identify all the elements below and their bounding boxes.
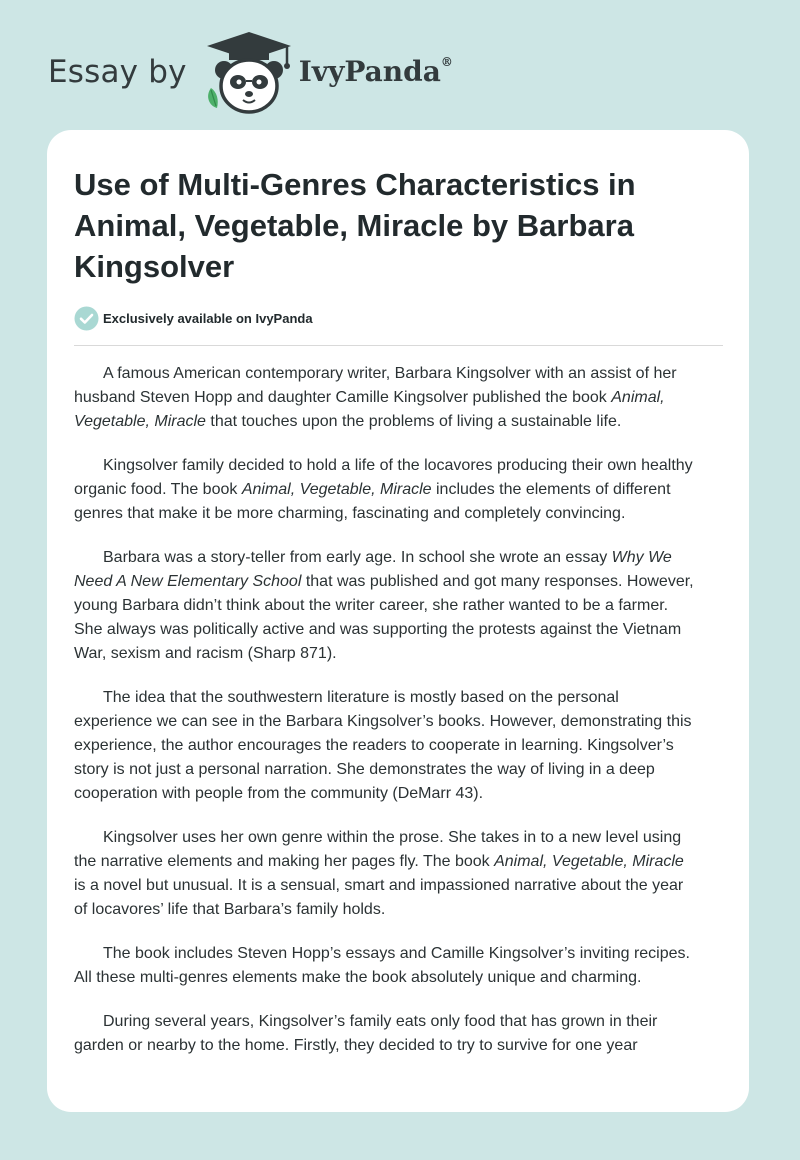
paragraph-line <box>74 642 724 666</box>
essay-paragraph <box>74 826 724 922</box>
exclusive-badge <box>74 306 313 331</box>
paragraph-line <box>74 478 724 502</box>
book-title-italic: Animal, Vegetable, Miracle <box>494 853 684 870</box>
book-title-italic: Why We <box>611 549 672 566</box>
book-title-italic: Animal, <box>611 389 665 406</box>
text-segment: includes the elements of different <box>431 481 671 498</box>
text-segment: All these multi-genres elements make the book absolutely unique and charming. <box>74 969 642 986</box>
paragraph-line <box>74 758 724 782</box>
text-segment: organic food. The book <box>74 481 242 498</box>
text-segment: The idea that the southwestern literature is mostly based on the personal <box>103 689 619 706</box>
paragraph-line <box>74 362 724 386</box>
text-segment: cooperation with people from the community (DeMarr 43). <box>74 785 484 802</box>
book-title-italic: Vegetable, Miracle <box>74 413 206 430</box>
paragraph-line <box>74 454 724 478</box>
text-segment: genres that make it be more charming, fascinating and completely convincing. <box>74 505 626 522</box>
book-title-italic: Need A New Elementary School <box>74 573 302 590</box>
paragraph-line <box>74 502 724 526</box>
brand-header[interactable] <box>48 30 453 114</box>
essay-paragraph <box>74 942 724 990</box>
badge-label: Exclusively available on IvyPanda <box>103 311 313 326</box>
brand-prefix: Essay by <box>48 53 187 90</box>
paragraph-line <box>74 710 724 734</box>
text-segment: She always was politically active and was supporting the protests against the Vietnam <box>74 621 682 638</box>
paragraph-line <box>74 1010 724 1034</box>
paragraph-line <box>74 782 724 806</box>
essay-body <box>74 362 724 1078</box>
essay-paragraph <box>74 454 724 526</box>
paragraph-line <box>74 942 724 966</box>
text-segment: story is not just a personal narration. She demonstrates the way of living in a deep <box>74 761 655 778</box>
check-circle-icon <box>74 306 99 331</box>
paragraph-line <box>74 618 724 642</box>
paragraph-line <box>74 386 724 410</box>
paragraph-line <box>74 826 724 850</box>
paragraph-line <box>74 570 724 594</box>
essay-paragraph <box>74 1010 724 1058</box>
paragraph-line <box>74 734 724 758</box>
text-segment: the narrative elements and making her pages fly. The book <box>74 853 495 870</box>
text-segment: During several years, Kingsolver’s family eats only food that has grown in their <box>103 1013 658 1030</box>
divider <box>74 345 723 346</box>
text-segment: that touches upon the problems of living a sustainable life. <box>205 413 622 430</box>
text-segment: A famous American contemporary writer, Barbara Kingsolver with an assist of her <box>103 365 677 382</box>
essay-card <box>47 130 749 1112</box>
text-segment: young Barbara didn’t think about the writer career, she rather wanted to be a farmer. <box>74 597 669 614</box>
text-segment: garden or nearby to the home. Firstly, they decided to try to survive for one year <box>74 1037 638 1054</box>
book-title-italic: Animal, Vegetable, Miracle <box>241 481 432 498</box>
text-segment: Kingsolver uses her own genre within the prose. She takes in to a new level using <box>103 829 682 846</box>
text-segment: Barbara was a story-teller from early age. In school she wrote an essay <box>103 549 612 566</box>
panda-graduate-icon <box>203 30 295 114</box>
essay-paragraph <box>74 686 724 806</box>
paragraph-line <box>74 1034 724 1058</box>
text-segment: is a novel but unusual. It is a sensual, smart and impassioned narrative about the year <box>74 877 684 894</box>
paragraph-line <box>74 898 724 922</box>
paragraph-line <box>74 546 724 570</box>
text-segment: The book includes Steven Hopp’s essays and Camille Kingsolver’s inviting recipes. <box>103 945 690 962</box>
paragraph-line <box>74 594 724 618</box>
paragraph-line <box>74 966 724 990</box>
text-segment: that was published and got many responses. However, <box>301 573 694 590</box>
text-segment: husband Steven Hopp and daughter Camille Kingsolver published the book <box>74 389 612 406</box>
paragraph-line <box>74 874 724 898</box>
page-title: Use of Multi-Genres Characteristics in Animal, Vegetable, Miracle by Barbara Kingsolver <box>74 167 636 284</box>
paragraph-line <box>74 686 724 710</box>
text-segment: experience we can see in the Barbara Kingsolver’s books. However, demonstrating this <box>74 713 692 730</box>
brand-name: IvyPanda® <box>298 55 453 88</box>
essay-paragraph <box>74 362 724 434</box>
text-segment: War, sexism and racism (Sharp 871). <box>74 645 337 662</box>
text-segment: of locavores’ life that Barbara’s family holds. <box>74 901 386 918</box>
paragraph-line <box>74 410 724 434</box>
paragraph-line <box>74 850 724 874</box>
essay-paragraph <box>74 546 724 666</box>
text-segment: Kingsolver family decided to hold a life of the locavores producing their own healthy <box>103 457 693 474</box>
text-segment: experience, the author encourages the readers to cooperate in learning. Kingsolver’s <box>74 737 674 754</box>
